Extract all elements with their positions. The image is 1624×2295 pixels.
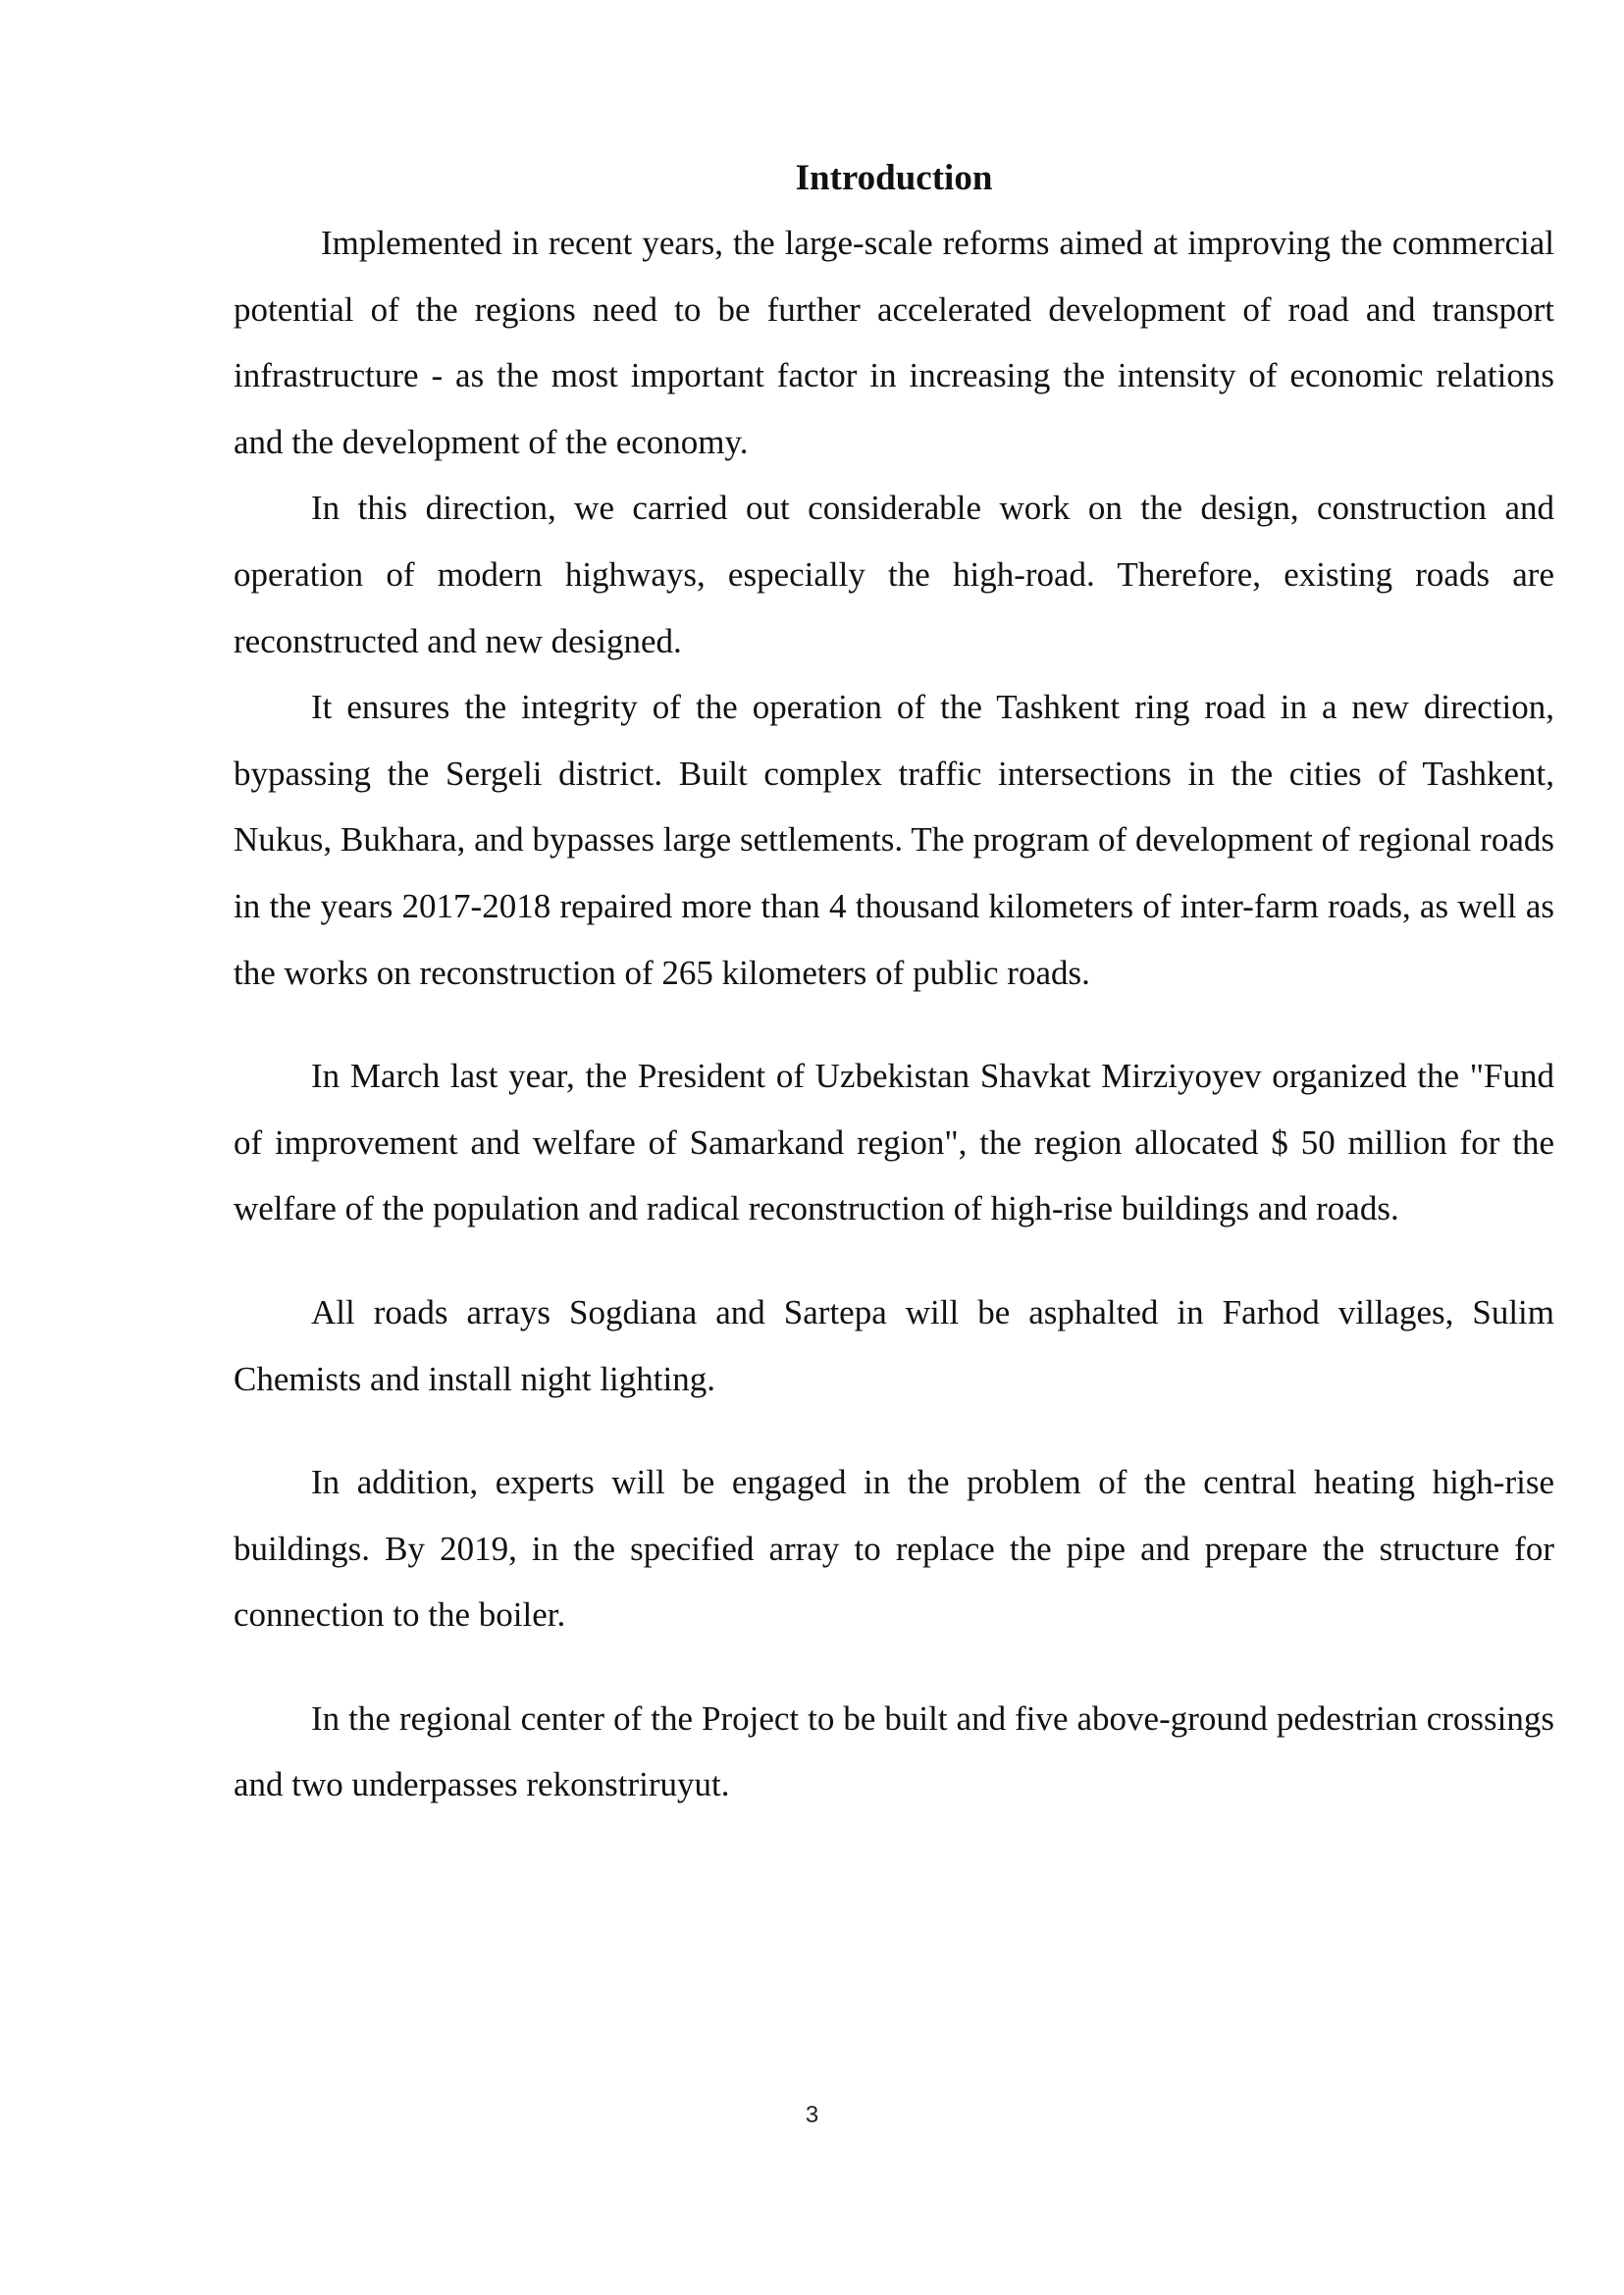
page-content xyxy=(234,147,1554,1818)
paragraph-5: All roads arrays Sogdiana and Sartepa will be asphalted in Farhod villages, Sulim Chemists and install night lighting. xyxy=(234,1292,1554,1398)
paragraph-2: In this direction, we carried out considerable work on the design, construction and operation of modern highways, especially the high-road. Therefore, existing roads are reconstructed and new designed. xyxy=(234,489,1554,660)
paragraph-3: It ensures the integrity of the operation of the Tashkent ring road in a new direction, bypassing the Sergeli district. Built complex traffic intersections in the cities of Tashkent, Nukus, Bukhara, and bypasses large settlements. The program of development of regional roads in the years 2017-2018 repaired more than 4 thousand kilometers of inter-farm roads, as well as the works on reconstruction of 265 kilometers of public roads. xyxy=(234,688,1554,992)
paragraph-1: Implemented in recent years, the large-scale reforms aimed at improving the commercial potential of the regions need to be further accelerated development of road and transport infrastructure - as the most important factor in increasing the intensity of economic relations and the development of the economy. xyxy=(234,224,1554,461)
paragraph-6: In addition, experts will be engaged in the problem of the central heating high-rise buildings. By 2019, in the specified array to replace the pipe and prepare the structure for connection to the boiler. xyxy=(234,1463,1554,1635)
page-title: Introduction xyxy=(795,158,993,198)
page-number: 3 xyxy=(805,2102,819,2128)
paragraph-4: In March last year, the President of Uzbekistan Shavkat Mirziyoyev organized the "Fund of improvement and welfare of Samarkand region", the region allocated $ 50 million for the welfare of the population and radical reconstruction of high-rise buildings and roads. xyxy=(234,1057,1554,1228)
paragraph-7: In the regional center of the Project to be built and five above-ground pedestrian crossings and two underpasses rekonstriruyut. xyxy=(234,1698,1554,1804)
